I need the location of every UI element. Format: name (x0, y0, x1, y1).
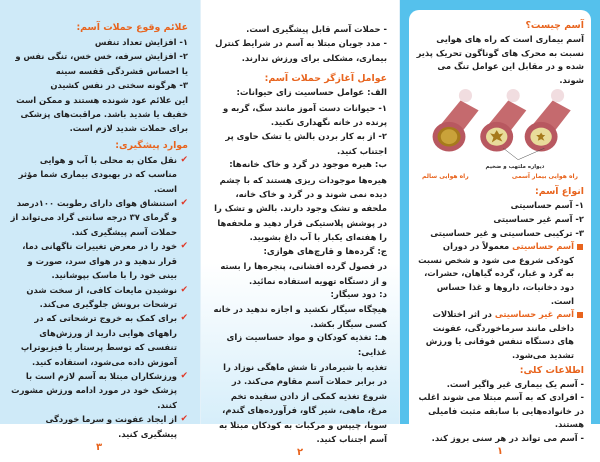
prevention-item: ✔ استنشاق هوای دارای رطوبت ۱۰۰درصد و گرمای ۳۷ درجه سانتی گراد می‌تواند از حملات آسم پیشگیری کند. (10, 198, 188, 237)
check-icon: ✔ (180, 313, 188, 324)
symptom-item: ۲- افزایش سرفه، خس خس، تنگی نفس و یا احساس فشردگی قفسه سینه (15, 51, 188, 76)
prevention-title: موارد پیشگیری: (115, 139, 188, 151)
prevention-item: ✔ خود را در معرض تغییرات ناگهانی دما، قرار ندهید و در هوای سرد، صورت و بینی خود را با ماسک بپوشانید. (22, 241, 188, 281)
square-bullet-icon (577, 244, 583, 250)
prevention-item: ✔ نقل مکان به محلی با آب و هوایی مناسب که در بهبودی بیماری شما مؤثر است. (18, 154, 188, 194)
what-title: آسم چیست؟ (525, 20, 584, 31)
trigger-b-text: هیره‌ها موجودات ریزی هستند که با چشم دیده نمی شوند و در گرد و خاک خانه، ملحفه و تشک وجود دارند. بالش و تشک را در پوشش پلاستیکی قرار دهید و ملحفه‌ها را هفته‌ای یکبار با آب داغ بشویید. (214, 174, 387, 243)
airway-illustration (416, 89, 584, 181)
page-number: ۳ (95, 441, 103, 453)
check-icon: ✔ (180, 414, 188, 425)
trigger-a-title: الف: عوامل حساسیت زای حیوانات: (236, 88, 387, 99)
symptom-item: ۱- افزایش تعداد تنفس (94, 37, 188, 47)
allergic-asthma-item: آسم حساسیتی معمولاً در دوران کودکی شروع می شود و شخص نسبت به گرد و غبار، گرده گیاهان، حشرات، دود دخانیات، داروها و غذا حساس است. (416, 240, 584, 308)
type-item: ۱- آسم حساسیتی (510, 200, 584, 211)
general-item: - آسم یک بیماری غیر واگیر است. (446, 378, 584, 389)
prevention-item: ✔ از ایجاد عفونت و سرما خوردگی پیشگیری کنید. (45, 414, 188, 439)
intro-line: - حملات آسم قابل پیشگیری است. (246, 24, 387, 34)
nonallergic-asthma-item: آسم غیر حساسیتی در اثر اختلالات داخلی مانند سرماخوردگی، عفونت های دستگاه تنفس فوقانی یا ورزش تشدید می‌شود. (416, 308, 584, 362)
healthy-label: راه هوایی سالم (422, 173, 469, 181)
prevention-item: ✔ نوشیدن مایعات کافی، از سخت شدن ترشحات برونش جلوگیری می‌کند. (26, 284, 188, 309)
general-item: - افرادی که به آسم مبتلا می شوند اغلب در خانواده‌هایی با سابقه مثبت فامیلی هستند. (418, 392, 584, 430)
square-bullet-icon (577, 312, 583, 318)
types-title: انواع آسم: (534, 186, 584, 198)
check-icon: ✔ (180, 241, 188, 252)
check-icon: ✔ (180, 154, 188, 165)
trigger-c-text: در فصول گرده افشانی، پنجره‌ها را بسته و از دستگاه تهویه استفاده نمائید. (220, 261, 387, 286)
healthy-airway (433, 89, 479, 151)
trigger-d-title: د: دود سیگار: (330, 289, 387, 300)
asthmatic-airway (480, 89, 526, 151)
type-item: ۳- ترکیبی حساسیتی و غیر حساسیتی (430, 227, 584, 238)
wall-label: دیواره ملتهب و ضخیم (485, 164, 545, 171)
type-item: ۲- آسم غیر حساسیتی (493, 213, 584, 224)
general-item: - آسم می تواند در هر سنی بروز کند. (431, 432, 584, 443)
cover-card (409, 10, 591, 462)
check-icon: ✔ (180, 370, 188, 381)
check-icon: ✔ (180, 198, 188, 209)
trigger-a-item: ۲- از به کار بردن بالش یا تشک حاوی پر اجتناب کنید. (225, 131, 387, 156)
what-text: آسم بیماری است که راه های هوایی نسبت به محرک های گوناگون تحریک پذیر شده و در مقابل این عوامل تنگ می شوند. (416, 34, 584, 85)
trigger-e-title: هـ: تغذیه کودکان و مواد حساسیت زای غذایی: (226, 333, 387, 358)
page-number: ۲ (296, 447, 304, 459)
prevention-item: ✔ ورزشکاران مبتلا به آسم لازم است با پزشک خود در مورد ادامه ورزش مشورت کنند. (11, 370, 188, 410)
trigger-c-title: ج: گرده‌ها و قارچ‌های هوازی: (263, 246, 387, 257)
airway-image (416, 89, 584, 163)
asthmatic-airway-severe (525, 89, 571, 151)
trigger-d-text: هیچگاه سیگار نکشید و اجازه ندهید در خانه کسی سیگار بکشد. (213, 304, 387, 329)
panel-2 (200, 0, 400, 459)
general-title: اطلاعات کلی: (519, 364, 584, 376)
illustration-captions (416, 172, 584, 181)
asthmatic-label: راه هوایی بیمار آسمی (511, 173, 578, 181)
trigger-b-title: ب: هیره موجود در گرد و خاک خانه‌ها: (229, 160, 387, 171)
panel-3 (0, 0, 200, 453)
trigger-a-item: ۱- حیوانات دست آموز مانند سگ، گربه و پرنده در خانه نگهداری نکنید. (222, 102, 387, 128)
symptom-item: ۳- هرگونه سختی در نفس کشیدن (50, 80, 188, 91)
panel-1 (400, 0, 600, 458)
symptoms-note: این علائم عود شونده هستند و ممکن است خفیف یا شدید باشد. مراقبت‌های پزشکی برای حملات شدید لازم است. (16, 94, 188, 134)
trigger-e-text: تغذیه با شیرمادر تا شش ماهگی نوزاد را در برابر حملات آسم مقاوم می‌کند. در شروع تغذیه کمکی از دادن سفیده تخم مرغ، ماهی، شیر گاو، فرآورده‌های گندم، سویا، چیپس و مرکبات به کودکان مبتلا به آسم اجتناب کنید. (219, 361, 387, 444)
check-icon: ✔ (180, 284, 188, 295)
page-number: ۱ (496, 446, 504, 458)
symptoms-title: علائم وقوع حملات آسم: (76, 22, 188, 33)
triggers-title: عوامل آغازگر حملات آسم: (264, 73, 387, 85)
prevention-item: ✔ برای کمک به خروج ترشحاتی که در راههای هوایی دارید از ورزش‌های تنفسی که توسط پرستار یا فیزیوتراپ آموزش داده می‌شود، استفاده کنید. (20, 313, 188, 367)
intro-line: - مدد جویان مبتلا به آسم در شرایط کنترل بیماری، مشکلی برای ورزش ندارند. (215, 38, 387, 63)
